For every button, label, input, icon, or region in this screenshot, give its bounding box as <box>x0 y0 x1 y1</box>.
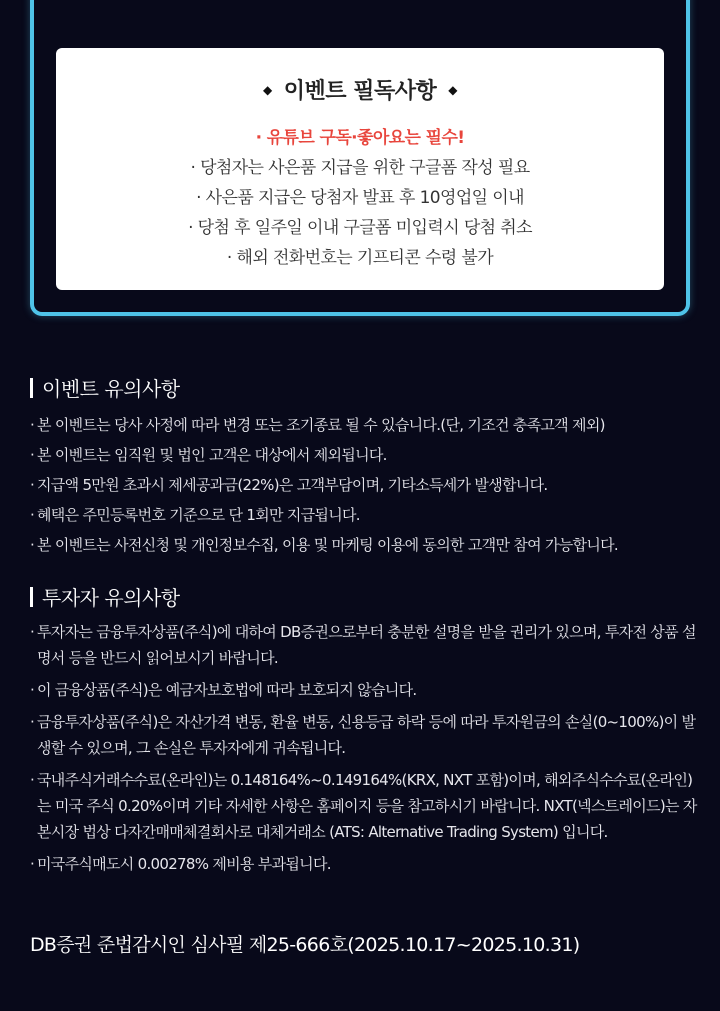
notice-highlight: · 유튜브 구독·좋아요는 필수! <box>255 128 465 148</box>
notice-title-text: 이벤트 필독사항 <box>283 79 437 104</box>
event-caution-title: 이벤트 유의사항 <box>42 377 180 401</box>
event-caution-heading <box>30 373 180 402</box>
list-item: · 본 이벤트는 당사 사정에 따라 변경 또는 조기종료 될 수 있습니다.(단, 기조건 충족고객 제외) <box>30 410 702 440</box>
list-item: · 국내주식거래수수료(온라인)는 0.148164%~0.149164%(KRX, NXT 포함)이며, 해외주식수수료(온라인)는 미국 주식 0.20%이며 기타 자세한 사항은 홈페이지 등을 참고하시기 바랍니다. NXT(넥스트레이드)는 자본시장 법상 다자간매매체결회사로 대체거래소 (ATS: Alternative Trading System) 입니다. <box>30 767 702 845</box>
compliance-footer: DB증권 준법감시인 심사필 제25-666호(2025.10.17~2025.10.31) <box>30 934 580 956</box>
heading-bar <box>30 587 33 607</box>
heading-bar <box>30 378 33 398</box>
event-caution-list <box>30 410 702 560</box>
notice-list <box>56 123 664 273</box>
list-item: · 미국주식매도시 0.00278% 제비용 부과됩니다. <box>30 851 702 877</box>
event-notice-card <box>56 48 664 290</box>
diamond-icon-right: ◆ <box>448 82 457 97</box>
diamond-icon-left: ◆ <box>263 82 272 97</box>
investor-caution-title: 투자자 유의사항 <box>42 586 180 610</box>
notice-item: · 당첨자는 사은품 지급을 위한 구글폼 작성 필요 <box>190 158 530 178</box>
list-item: · 지급액 5만원 초과시 제세공과금(22%)은 고객부담이며, 기타소득세가 발생합니다. <box>30 470 702 500</box>
list-item: · 본 이벤트는 임직원 및 법인 고객은 대상에서 제외됩니다. <box>30 440 702 470</box>
notice-item: · 사은품 지급은 당첨자 발표 후 10영업일 이내 <box>196 188 524 208</box>
list-item: · 이 금융상품(주식)은 예금자보호법에 따라 보호되지 않습니다. <box>30 677 702 703</box>
list-item: · 본 이벤트는 사전신청 및 개인정보수집, 이용 및 마케팅 이용에 동의한 고객만 참여 가능합니다. <box>30 530 702 560</box>
investor-caution-heading <box>30 582 180 611</box>
notice-title <box>56 74 664 105</box>
notice-item: · 해외 전화번호는 기프티콘 수령 불가 <box>226 248 494 268</box>
list-item: · 혜택은 주민등록번호 기준으로 단 1회만 지급됩니다. <box>30 500 702 530</box>
investor-caution-list <box>30 619 702 883</box>
list-item: · 금융투자상품(주식)은 자산가격 변동, 환율 변동, 신용등급 하락 등에 따라 투자원금의 손실(0~100%)이 발생할 수 있으며, 그 손실은 투자자에게 귀속됩니다. <box>30 709 702 761</box>
list-item: · 투자자는 금융투자상품(주식)에 대하여 DB증권으로부터 충분한 설명을 받을 권리가 있으며, 투자전 상품 설명서 등을 반드시 읽어보시기 바랍니다. <box>30 619 702 671</box>
notice-item: · 당첨 후 일주일 이내 구글폼 미입력시 당첨 취소 <box>188 218 532 238</box>
